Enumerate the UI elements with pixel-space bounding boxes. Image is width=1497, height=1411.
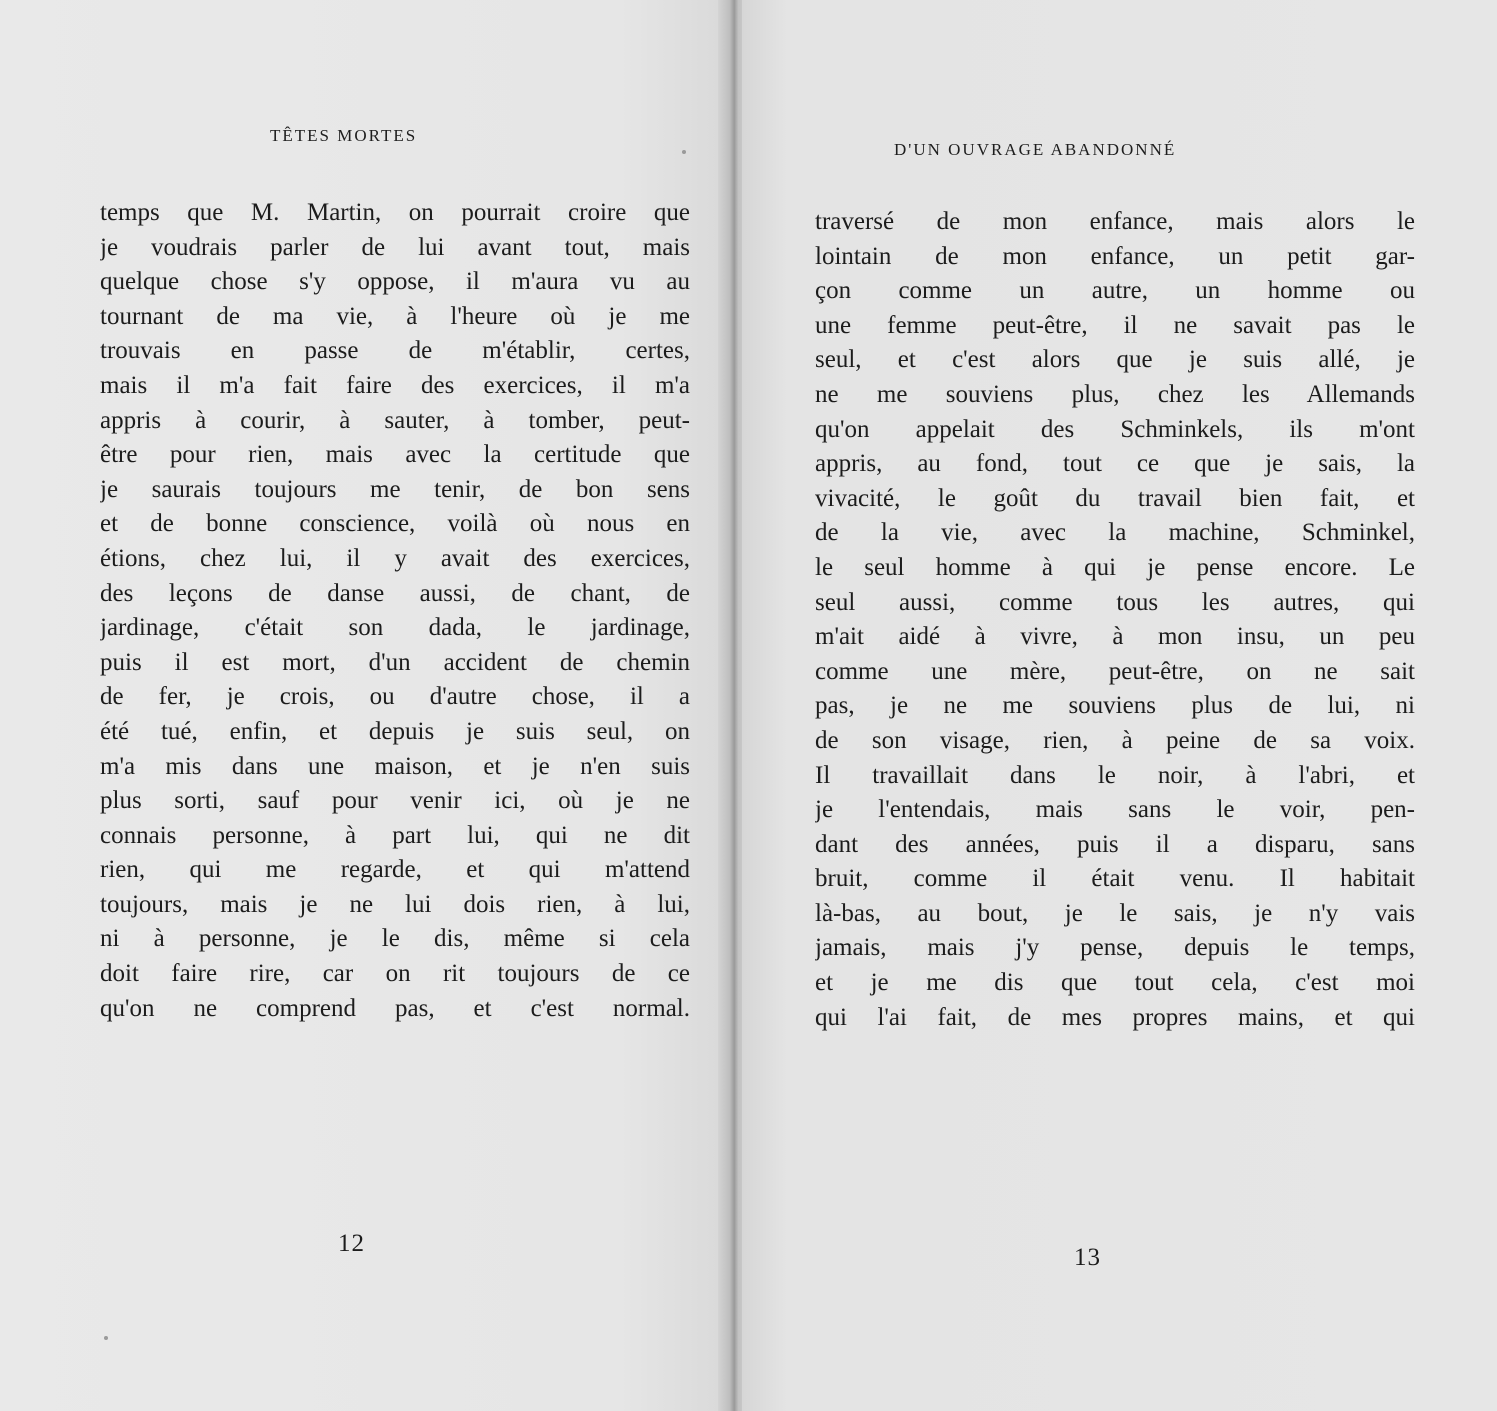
text-line: je l'entendais, mais sans le voir, pen- [815,796,1415,824]
text-line: m'ait aidé à vivre, à mon insu, un peu [815,623,1415,651]
text-line: plus sorti, sauf pour venir ici, où je ne [100,787,690,815]
text-line: ne me souviens plus, chez les Allemands [815,380,1415,408]
text-line: qu'on ne comprend pas, et c'est normal. [100,994,690,1022]
text-line: traversé de mon enfance, mais alors le [815,208,1415,235]
text-line: été tué, enfin, et depuis je suis seul, on [100,717,690,745]
text-line: seul, et c'est alors que je suis allé, je [815,346,1415,374]
text-line: et je me dis que tout cela, c'est moi [815,969,1415,997]
text-line: jamais, mais j'y pense, depuis le temps, [815,934,1415,962]
right-page-number: 13 [1074,1244,1101,1271]
text-line: qui l'ai fait, de mes propres mains, et qui [815,1003,1415,1031]
text-line: puis il est mort, d'un accident de chemin [100,648,690,676]
text-line: pas, je ne me souviens plus de lui, ni [815,692,1415,720]
text-line: le seul homme à qui je pense encore. Le [815,553,1415,581]
text-line: et de bonne conscience, voilà où nous en [100,510,690,538]
left-text-block [100,196,690,1026]
text-line: de la vie, avec la machine, Schminkel, [815,519,1415,547]
text-line: Il travaillait dans le noir, à l'abri, et [815,761,1415,789]
text-line: temps que M. Martin, on pourrait croire que [100,199,690,226]
text-line: dant des années, puis il a disparu, sans [815,830,1415,858]
text-line: trouvais en passe de m'établir, certes, [100,337,690,365]
text-line: jardinage, c'était son dada, le jardinage, [100,614,690,642]
paper-speck [104,1336,108,1340]
text-line: être pour rien, mais avec la certitude que [100,441,690,469]
text-line: toujours, mais je ne lui dois rien, à lui, [100,890,690,918]
right-page [742,0,1497,1411]
text-line: bruit, comme il était venu. Il habitait [815,865,1415,893]
left-page-number: 12 [338,1230,365,1257]
text-line: comme une mère, peut-être, on ne sait [815,657,1415,685]
text-line: appris à courir, à sauter, à tomber, peut- [100,406,690,434]
right-running-head: D'UN OUVRAGE ABANDONNÉ [894,140,1177,159]
text-line: seul aussi, comme tous les autres, qui [815,588,1415,616]
text-line: qu'on appelait des Schminkels, ils m'ont [815,415,1415,443]
text-line: là-bas, au bout, je le sais, je n'y vais [815,899,1415,927]
text-line: appris, au fond, tout ce que je sais, la [815,450,1415,478]
text-line: une femme peut-être, il ne savait pas le [815,311,1415,339]
text-line: çon comme un autre, un homme ou [815,277,1415,305]
text-line: mais il m'a fait faire des exercices, il m'a [100,371,690,399]
left-running-head: TÊTES MORTES [270,126,418,145]
text-line: ni à personne, je le dis, même si cela [100,925,690,953]
text-line: m'a mis dans une maison, et je n'en suis [100,752,690,780]
text-line: étions, chez lui, il y avait des exercices, [100,544,690,572]
text-line: vivacité, le goût du travail bien fait, et [815,484,1415,512]
text-line: connais personne, à part lui, qui ne dit [100,821,690,849]
text-line: tournant de ma vie, à l'heure où je me [100,302,690,330]
right-text-block [815,205,1415,1035]
paper-speck [682,150,686,154]
text-line: de fer, je crois, ou d'autre chose, il a [100,683,690,711]
text-line: des leçons de danse aussi, de chant, de [100,579,690,607]
text-line: je voudrais parler de lui avant tout, mais [100,233,690,261]
left-page [0,0,728,1411]
text-line: je saurais toujours me tenir, de bon sens [100,475,690,503]
text-line: rien, qui me regarde, et qui m'attend [100,856,690,884]
text-line: quelque chose s'y oppose, il m'aura vu au [100,268,690,296]
text-line: doit faire rire, car on rit toujours de ce [100,960,690,988]
text-line: lointain de mon enfance, un petit gar- [815,242,1415,270]
text-line: de son visage, rien, à peine de sa voix. [815,726,1415,754]
